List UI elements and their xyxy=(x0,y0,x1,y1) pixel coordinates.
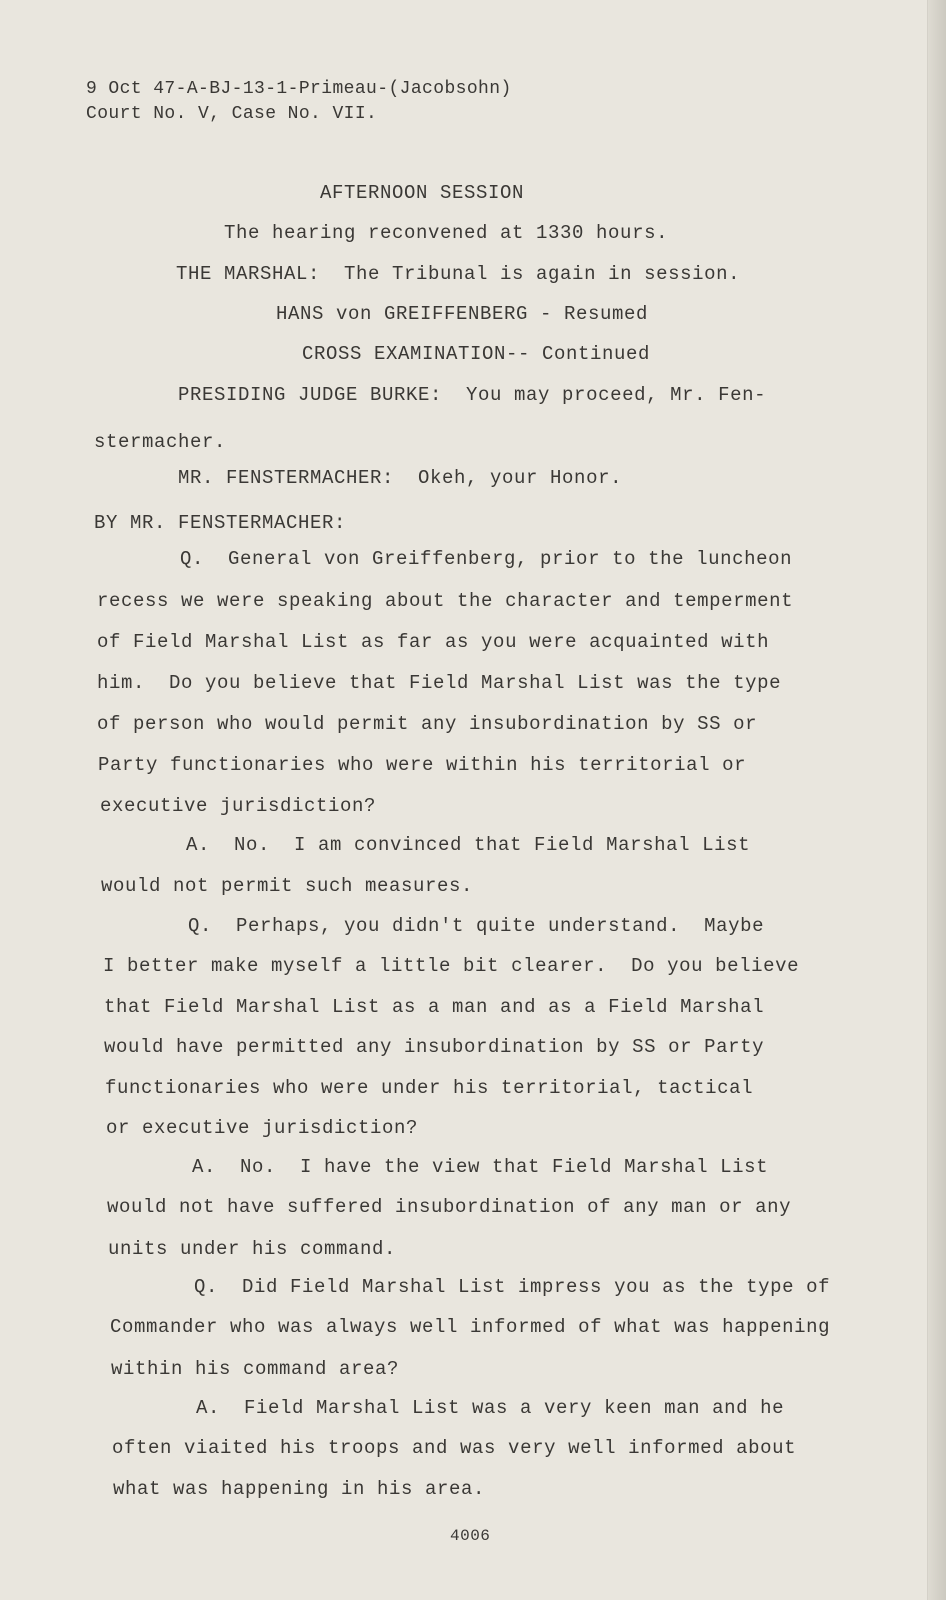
marshal-line: THE MARSHAL: The Tribunal is again in session. xyxy=(176,263,741,285)
body-line: Q. Did Field Marshal List impress you as the type of xyxy=(194,1276,831,1298)
body-line: units under his command. xyxy=(108,1238,397,1260)
by-line: BY MR. FENSTERMACHER: xyxy=(94,512,347,534)
body-line: often viaited his troops and was very well informed about xyxy=(112,1437,797,1459)
witness-line: HANS von GREIFFENBERG - Resumed xyxy=(276,303,649,325)
session-title: AFTERNOON SESSION xyxy=(320,182,525,204)
body-line: would not have suffered insubordination of any man or any xyxy=(107,1196,792,1218)
body-line: Q. General von Greiffenberg, prior to the luncheon xyxy=(180,548,793,570)
body-line: A. No. I have the view that Field Marshal List xyxy=(192,1156,769,1178)
body-line: Party functionaries who were within his territorial or xyxy=(98,754,747,776)
header-line-1: 9 Oct 47-A-BJ-13-1-Primeau-(Jacobsohn) xyxy=(86,79,512,99)
body-line: of person who would permit any insubordination by SS or xyxy=(97,713,758,735)
body-line: would have permitted any insubordination by SS or Party xyxy=(104,1036,765,1058)
body-line: or executive jurisdiction? xyxy=(106,1117,419,1139)
body-line: Commander who was always well informed of what was happening xyxy=(110,1316,831,1338)
body-line: functionaries who were under his territorial, tactical xyxy=(105,1077,754,1099)
header-line-2: Court No. V, Case No. VII. xyxy=(86,104,378,124)
body-line: what was happening in his area. xyxy=(113,1478,486,1500)
body-line: him. Do you believe that Field Marshal List was the type xyxy=(97,672,782,694)
body-line: of Field Marshal List as far as you were acquainted with xyxy=(97,631,770,653)
body-line: within his command area? xyxy=(111,1358,400,1380)
body-line: would not permit such measures. xyxy=(101,875,474,897)
examination-line: CROSS EXAMINATION-- Continued xyxy=(302,343,651,365)
counsel-line: MR. FENSTERMACHER: Okeh, your Honor. xyxy=(178,467,623,489)
body-line: recess we were speaking about the character and temperment xyxy=(97,590,794,612)
body-line: that Field Marshal List as a man and as a Field Marshal xyxy=(104,996,765,1018)
reconvened-line: The hearing reconvened at 1330 hours. xyxy=(224,222,669,244)
page-edge xyxy=(927,0,946,1600)
body-line: executive jurisdiction? xyxy=(100,795,377,817)
body-line: Q. Perhaps, you didn't quite understand. Maybe xyxy=(188,915,765,937)
judge-line-1: PRESIDING JUDGE BURKE: You may proceed, Mr. Fen- xyxy=(178,384,767,406)
body-line: A. No. I am convinced that Field Marshal List xyxy=(186,834,751,856)
page-number: 4006 xyxy=(450,1527,491,1545)
body-line: A. Field Marshal List was a very keen man and he xyxy=(196,1397,785,1419)
judge-line-2: stermacher. xyxy=(94,431,227,453)
body-line: I better make myself a little bit clearer. Do you believe xyxy=(103,955,800,977)
